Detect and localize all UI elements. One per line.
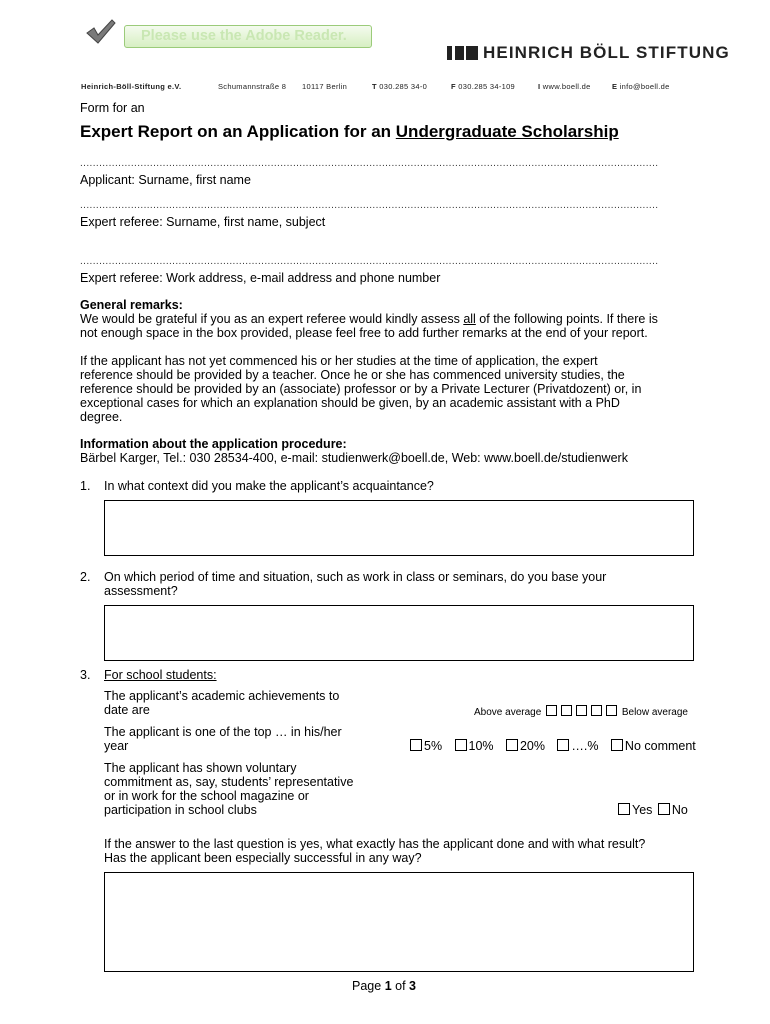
general-paragraph-2-line4: exceptional cases for which an explanation should be given, by an academic assistant with a PhD [80, 396, 620, 410]
page-title: Expert Report on an Application for an Undergraduate Scholarship [80, 122, 619, 141]
q1-number: 1. [80, 479, 91, 493]
academic-label-line2: date are [104, 703, 150, 717]
q2-text-line2: assessment? [104, 584, 178, 598]
applicant-label: Applicant: Surname, first name [80, 173, 251, 187]
logo-text: HEINRICH BÖLL STIFTUNG [483, 43, 730, 62]
yes-checkbox[interactable] [618, 803, 630, 815]
referee-contact-dotted-line[interactable]: ...................................................................................................................................................................................... [80, 258, 659, 267]
q2-answer-box[interactable] [104, 605, 694, 661]
org-email: E info@boell.de [612, 82, 670, 91]
general-paragraph-1b: not enough space in the box provided, please feel free to add further remarks at the end of your report. [80, 326, 648, 340]
voluntary-label-line4: participation in school clubs [104, 803, 257, 817]
referee-dotted-line[interactable]: ...................................................................................................................................................................................... [80, 202, 659, 211]
form-intro: Form for an [80, 101, 145, 115]
rating-checkbox-3[interactable] [576, 705, 587, 716]
q1-text: In what context did you make the applicant’s acquaintance? [104, 479, 434, 493]
org-fax: F 030.285 34-109 [451, 82, 516, 91]
q3-number: 3. [80, 668, 91, 682]
org-name: Heinrich-Böll-Stiftung e.V. [81, 82, 182, 91]
q1-answer-box[interactable] [104, 500, 694, 556]
general-paragraph-2-line5: degree. [80, 410, 123, 424]
general-paragraph-2-line1: If the applicant has not yet commenced his or her studies at the time of application, the expert [80, 354, 598, 368]
top-label-line1: The applicant is one of the top … in his/her [104, 725, 342, 739]
voluntary-options: Yes No [616, 803, 688, 818]
academic-label-line1: The applicant’s academic achievements to [104, 689, 340, 703]
rating-checkbox-5[interactable] [606, 705, 617, 716]
no-comment-checkbox[interactable] [611, 739, 623, 751]
referee-label: Expert referee: Surname, first name, subject [80, 215, 326, 229]
voluntary-label-line2: commitment as, say, students’ representative [104, 775, 354, 789]
voluntary-label-line1: The applicant has shown voluntary [104, 761, 297, 775]
q3-heading: For school students: [104, 668, 217, 682]
info-heading: Information about the application procedure: [80, 437, 347, 451]
no-checkbox[interactable] [658, 803, 670, 815]
org-phone: T 030.285 34-0 [372, 82, 428, 91]
general-paragraph-2-line3: reference should be provided by an (associate) professor or by a Private Lecturer (Privatdozent) or, in [80, 382, 642, 396]
org-web: I www.boell.de [538, 82, 591, 91]
top-10-checkbox[interactable] [455, 739, 467, 751]
referee-contact-label: Expert referee: Work address, e-mail address and phone number [80, 271, 441, 285]
top-20-checkbox[interactable] [506, 739, 518, 751]
general-heading: General remarks: [80, 298, 183, 312]
rating-checkbox-4[interactable] [591, 705, 602, 716]
general-paragraph-1: We would be grateful if you as an expert referee would kindly assess all of the following points. If there is [80, 312, 658, 326]
academic-rating-scale [474, 705, 688, 718]
rating-checkbox-2[interactable] [561, 705, 572, 716]
top-label-line2: year [104, 739, 129, 753]
top-percent-options: 5% 10% 20% ….% No comment [408, 739, 696, 754]
org-city: 10117 Berlin [302, 82, 348, 91]
info-contact: Bärbel Karger, Tel.: 030 28534-400, e-mail: studienwerk@boell.de, Web: www.boell.de/studienwerk [80, 451, 628, 465]
org-street: Schumannstraße 8 [218, 82, 287, 91]
rating-checkbox-1[interactable] [546, 705, 557, 716]
general-paragraph-2-line2: reference should be provided by a teacher. Once he or she has commenced university studies, the [80, 368, 625, 382]
followup-answer-box[interactable] [104, 872, 694, 972]
applicant-dotted-line[interactable]: ...................................................................................................................................................................................... [80, 160, 659, 169]
adobe-reader-banner[interactable] [124, 25, 372, 48]
below-average-label: Below average [621, 707, 688, 718]
checkmark-icon [84, 18, 116, 46]
followup-line1: If the answer to the last question is yes, what exactly has the applicant done and with what result? [104, 837, 646, 851]
followup-line2: Has the applicant been especially successful in any way? [104, 851, 422, 865]
voluntary-label-line3: or in work for the school magazine or [104, 789, 309, 803]
banner-text: Please use the Adobe Reader. [141, 28, 347, 44]
q2-text-line1: On which period of time and situation, such as work in class or seminars, do you base your [104, 570, 607, 584]
top-5-checkbox[interactable] [410, 739, 422, 751]
above-average-label: Above average [474, 707, 542, 718]
page-number: Page 1 of 3 [352, 979, 416, 993]
q2-number: 2. [80, 570, 91, 584]
top-custom-checkbox[interactable] [557, 739, 569, 751]
